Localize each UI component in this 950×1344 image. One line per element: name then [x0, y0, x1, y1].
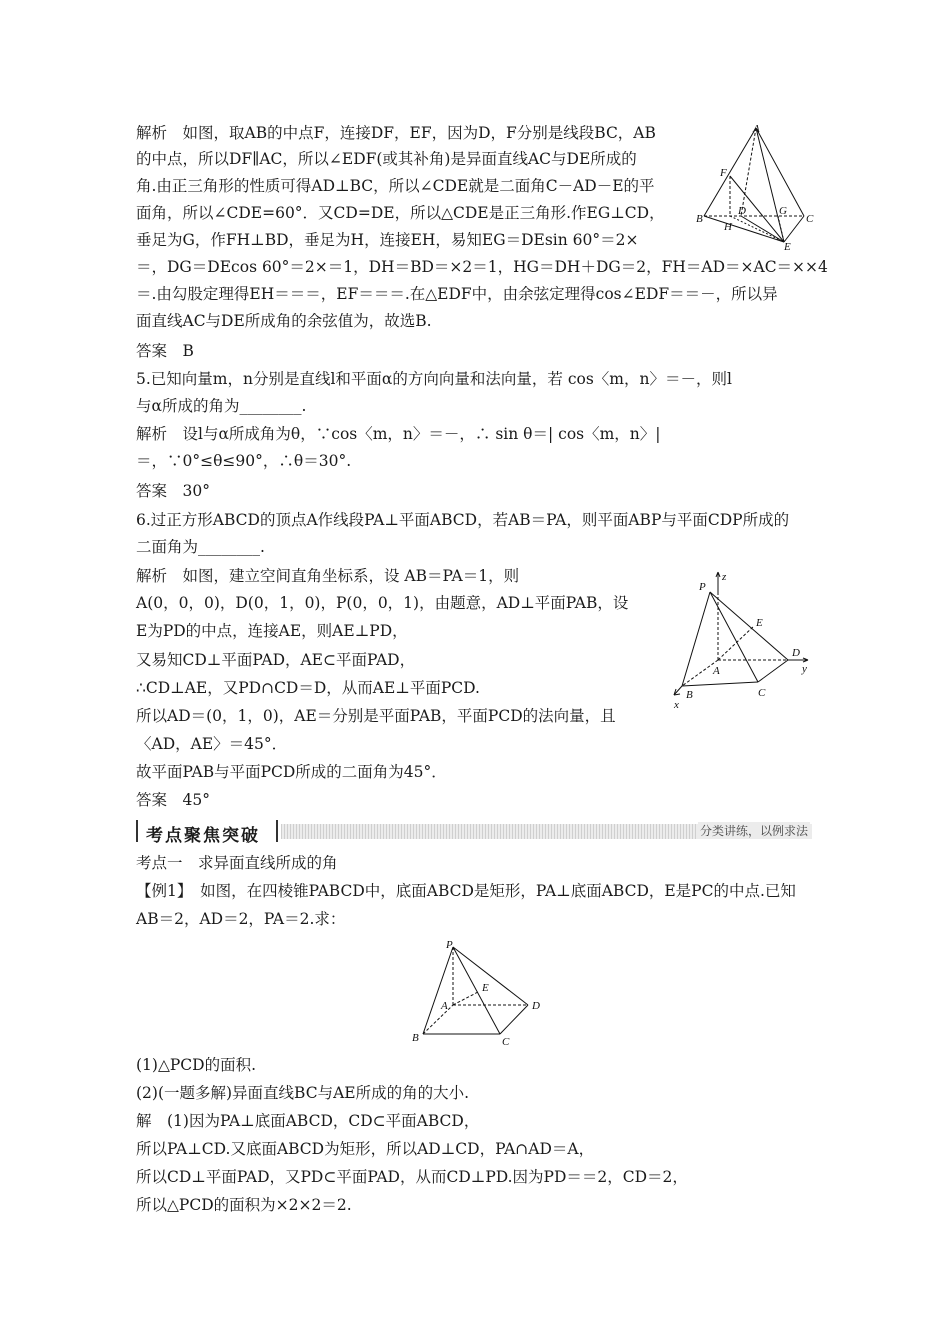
banner-edge-left [136, 820, 138, 842]
text-line: 故平面PAB与平面PCD所成的二面角为45°． [136, 763, 447, 781]
label-E: E [784, 241, 791, 252]
section-banner [136, 820, 812, 844]
section-title: 考点聚焦突破 [146, 826, 260, 846]
text-line: 所以AD＝(0，1，0)，AE＝分别是平面PAB，平面PCD的法向量，且 [136, 707, 616, 725]
text-line: E为PD的中点，连接AE，则AE⊥PD， [136, 622, 408, 640]
text-line: 【例1】 如图，在四棱锥PABCD中，底面ABCD是矩形，PA⊥底面ABCD，E是PC的中点.已知 [136, 882, 796, 900]
label-A: A [753, 123, 760, 135]
label-P: P [699, 581, 706, 593]
text-line: 解析 设l与α所成角为θ，∵cos〈m，n〉＝－，∴ sin θ＝| cos〈m，n〉| [136, 425, 661, 443]
text-line: 答案 45° [136, 791, 210, 809]
label-y: y [802, 663, 807, 675]
label-D: D [738, 205, 746, 217]
text-line: 〈AD，AE〉＝45°． [136, 735, 288, 753]
text-line: ＝，DG＝DEcos 60°＝2×＝1，DH＝BD＝×2＝1，HG＝DH＋DG＝2，FH＝AD＝×AC＝××4 [136, 258, 828, 276]
label-C: C [806, 213, 814, 225]
text-line: A(0，0，0)，D(0，1，0)，P(0，0，1)，由题意，AD⊥平面PAB，设 [136, 594, 629, 612]
text-line: ∴CD⊥AE，又PD∩CD＝D，从而AE⊥平面PCD. [136, 679, 480, 697]
text-line: 6.过正方形ABCD的顶点A作线段PA⊥平面ABCD，若AB＝PA，则平面ABP与平面CDP所成的 [136, 511, 790, 529]
text-line: 答案 B [136, 342, 194, 360]
text-line: 角.由正三角形的性质可得AD⊥BC，所以∠CDE就是二面角C－AD－E的平 [136, 177, 655, 195]
label-z: z [722, 571, 727, 583]
label-C: C [758, 687, 766, 699]
label-D: D [532, 1000, 540, 1012]
text-line: 的中点，所以DF∥AC，所以∠EDF(或其补角)是异面直线AC与DE所成的 [136, 150, 637, 168]
label-A: A [441, 1000, 448, 1012]
text-line: 二面角为________. [136, 538, 265, 556]
text-line: (2)(一题多解)异面直线BC与AE所成的角的大小. [136, 1084, 470, 1102]
label-C: C [502, 1036, 510, 1047]
text-line: 所以CD⊥平面PAD，又PD⊂平面PAD，从而CD⊥PD.因为PD＝＝2，CD＝2， [136, 1168, 688, 1186]
text-line: 考点一 求异面直线所成的角 [136, 854, 338, 872]
text-line: 垂足为G，作FH⊥BD，垂足为H，连接EH，易知EG＝DEsin 60°＝2× [136, 231, 639, 249]
label-E: E [756, 617, 763, 629]
text-line: 所以PA⊥CD.又底面ABCD为矩形，所以AD⊥CD，PA∩AD＝A， [136, 1140, 595, 1158]
text-line: 解 (1)因为PA⊥底面ABCD，CD⊂平面ABCD， [136, 1112, 480, 1130]
label-E: E [482, 982, 489, 994]
label-A: A [713, 665, 720, 677]
text-line: ＝.由勾股定理得EH＝＝＝，EF＝＝＝.在△EDF中，由余弦定理得cos∠EDF＝＝－，所以异 [136, 285, 778, 303]
text-line: 与α所成的角为________. [136, 397, 307, 415]
pyramid-figure [408, 937, 548, 1047]
label-H: H [724, 221, 732, 233]
label-B: B [696, 213, 703, 225]
banner-edge-right [276, 820, 278, 842]
coordinate-pyramid-figure [668, 568, 818, 710]
label-B: B [686, 689, 693, 701]
label-P: P [446, 939, 453, 951]
label-F: F [720, 167, 727, 179]
text-line: 解析 如图，取AB的中点F，连接DF，EF，因为D，F分别是线段BC，AB [136, 124, 656, 142]
section-subtitle: 分类讲练，以例求法 [699, 824, 808, 838]
label-D: D [792, 647, 800, 659]
tetrahedron-figure [696, 122, 816, 252]
label-x: x [674, 699, 679, 710]
text-line: 解析 如图，建立空间直角坐标系，设 AB＝PA＝1，则 [136, 567, 520, 585]
text-line: 又易知CD⊥平面PAD，AE⊂平面PAD， [136, 651, 416, 669]
label-B: B [412, 1032, 419, 1044]
text-line: 面角，所以∠CDE=60°．又CD=DE，所以△CDE是正三角形.作EG⊥CD， [136, 204, 665, 222]
text-line: ＝，∵0°≤θ≤90°，∴θ＝30°. [136, 452, 352, 470]
text-line: 答案 30° [136, 482, 210, 500]
text-line: 所以△PCD的面积为×2×2＝2. [136, 1196, 352, 1214]
text-line: (1)△PCD的面积. [136, 1056, 257, 1074]
text-line: AB＝2，AD＝2，PA＝2.求： [136, 910, 346, 928]
text-line: 面直线AC与DE所成角的余弦值为，故选B. [136, 312, 432, 330]
label-G: G [779, 205, 787, 217]
text-line: 5.已知向量m，n分别是直线l和平面α的方向向量和法向量，若 cos〈m，n〉＝－，则l [136, 370, 732, 388]
